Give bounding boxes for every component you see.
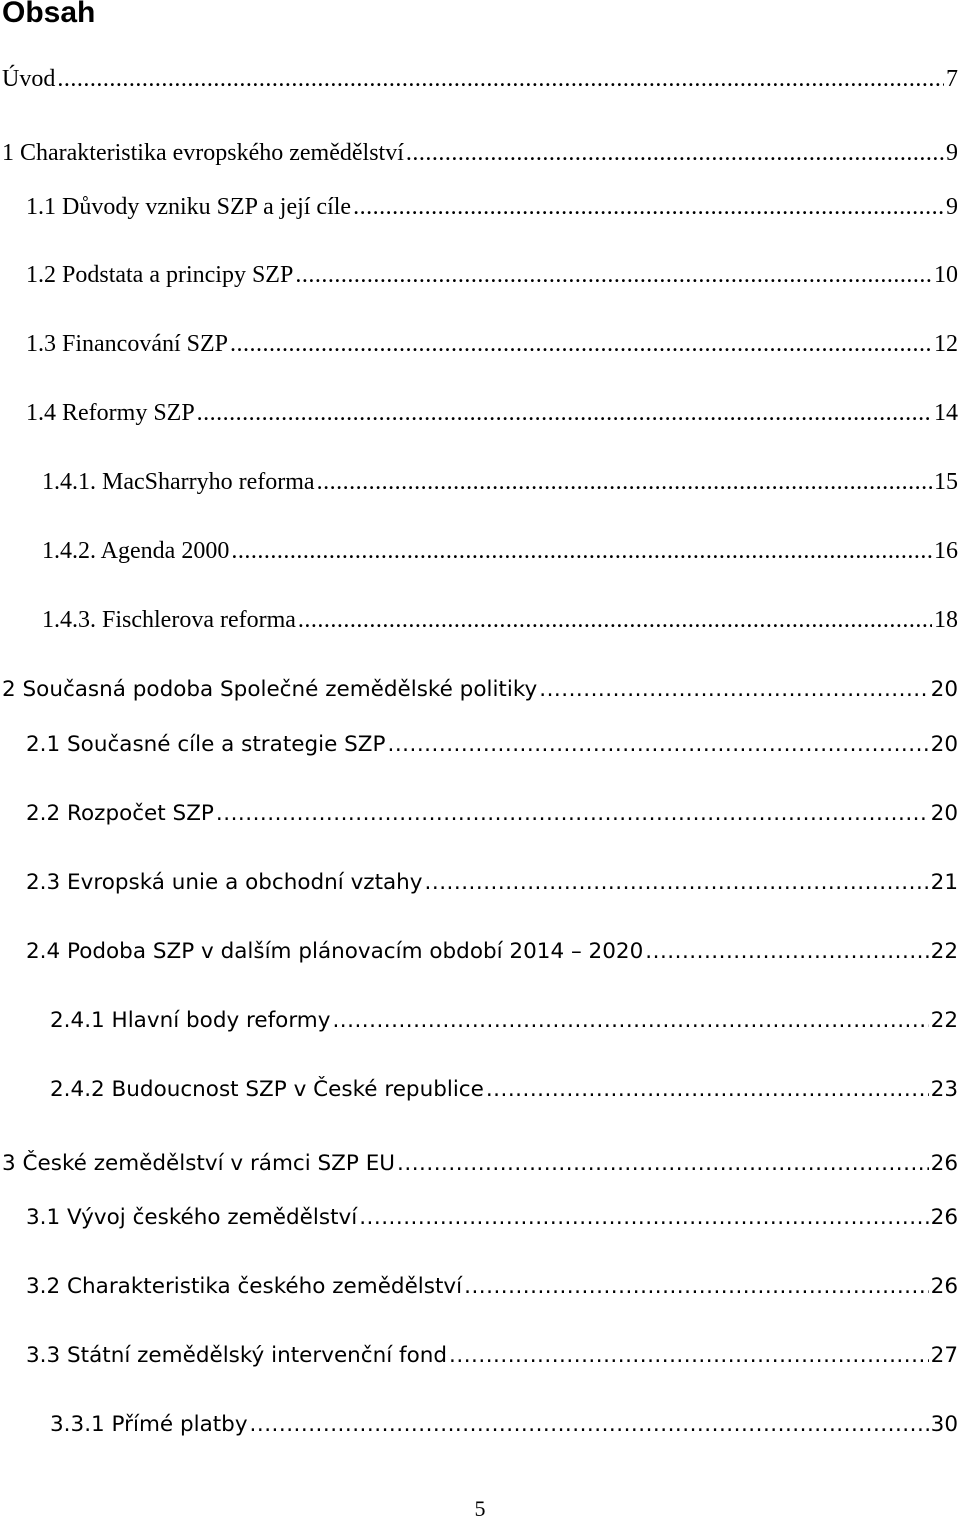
toc-entry[interactable] xyxy=(26,260,958,290)
toc-entry-label: 2.4.2 Budoucnost SZP v České republice xyxy=(50,1077,484,1102)
toc-dot-leader xyxy=(317,467,932,497)
toc-entry-page: 27 xyxy=(930,1343,958,1368)
toc-entry-label: 1.4.2. Agenda 2000 xyxy=(42,538,230,564)
toc-dot-leader xyxy=(57,64,944,94)
toc-entry-page: 26 xyxy=(930,1205,958,1230)
toc-heading: Obsah xyxy=(2,0,96,29)
toc-dot-leader xyxy=(449,1341,929,1371)
toc-entry-page: 20 xyxy=(930,801,958,826)
toc-entry[interactable] xyxy=(26,730,958,760)
toc-entry-page: 9 xyxy=(946,140,958,166)
toc-entry-label: 1.1 Důvody vzniku SZP a její cíle xyxy=(26,194,352,220)
toc-entry-label: 3 České zemědělství v rámci SZP EU xyxy=(2,1151,396,1176)
toc-entry[interactable] xyxy=(2,64,958,94)
toc-dot-leader xyxy=(230,329,932,359)
toc-entry-page: 10 xyxy=(934,262,958,288)
toc-entry-page: 21 xyxy=(930,870,958,895)
toc-dot-leader xyxy=(298,605,932,635)
toc-entry-page: 16 xyxy=(934,538,958,564)
toc-entry-label: 2.4.1 Hlavní body reformy xyxy=(50,1008,331,1033)
toc-entry-label: 3.3.1 Přímé platby xyxy=(50,1412,248,1437)
toc-entry-label: 1 Charakteristika evropského zemědělství xyxy=(2,140,404,166)
toc-entry[interactable] xyxy=(2,1149,958,1179)
toc-entry[interactable] xyxy=(26,329,958,359)
toc-dot-leader xyxy=(332,1006,928,1036)
toc-entry[interactable] xyxy=(2,675,958,705)
toc-entry[interactable] xyxy=(42,536,958,566)
toc-dot-leader xyxy=(425,868,929,898)
toc-dot-leader xyxy=(464,1272,929,1302)
page-number: 5 xyxy=(474,1496,486,1521)
toc-entry-label: 1.4.1. MacSharryho reforma xyxy=(42,469,315,495)
toc-entry[interactable] xyxy=(26,398,958,428)
toc-entry-label: 1.4.3. Fischlerova reforma xyxy=(42,607,296,633)
toc-entry-label: 2.3 Evropská unie a obchodní vztahy xyxy=(26,870,423,895)
toc-entry-page: 18 xyxy=(934,607,958,633)
toc-entry[interactable] xyxy=(26,1341,958,1371)
toc-entry[interactable] xyxy=(26,799,958,829)
toc-entry-page: 12 xyxy=(934,331,958,357)
toc-entry-page: 7 xyxy=(946,66,958,92)
toc-entry-label: 3.3 Státní zemědělský intervenční fond xyxy=(26,1343,448,1368)
toc-dot-leader xyxy=(295,260,932,290)
toc-dot-leader xyxy=(231,536,932,566)
toc-entry-page: 20 xyxy=(930,677,958,702)
toc-entry-page: 14 xyxy=(934,400,958,426)
toc-entry-label: 2 Současná podoba Společné zemědělské politiky xyxy=(2,677,538,702)
toc-entry-label: 2.2 Rozpočet SZP xyxy=(26,801,214,826)
toc-dot-leader xyxy=(359,1203,928,1233)
toc-dot-leader xyxy=(397,1149,929,1179)
toc-entry[interactable] xyxy=(50,1075,958,1105)
toc-entry-label: 3.2 Charakteristika českého zemědělství xyxy=(26,1274,463,1299)
toc-entry-label: 1.4 Reformy SZP xyxy=(26,400,195,426)
toc-dot-leader xyxy=(216,799,929,829)
toc-entry[interactable] xyxy=(26,1203,958,1233)
toc-entry-page: 22 xyxy=(930,939,958,964)
toc-entry-page: 20 xyxy=(930,732,958,757)
toc-entry[interactable] xyxy=(26,1272,958,1302)
toc-entry-label: 1.3 Financování SZP xyxy=(26,331,228,357)
toc-entry-label: 1.2 Podstata a principy SZP xyxy=(26,262,294,288)
toc-entry[interactable] xyxy=(2,138,958,168)
toc-entry[interactable] xyxy=(42,467,958,497)
toc-dot-leader xyxy=(486,1075,929,1105)
toc-entry-label: 2.1 Současné cíle a strategie SZP xyxy=(26,732,386,757)
toc-entry[interactable] xyxy=(26,937,958,967)
toc-dot-leader xyxy=(645,937,928,967)
toc-entry-page: 15 xyxy=(934,469,958,495)
toc-entry-page: 9 xyxy=(946,194,958,220)
toc-entry-page: 23 xyxy=(930,1077,958,1102)
toc-dot-leader xyxy=(539,675,928,705)
toc-dot-leader xyxy=(406,138,944,168)
toc-entry[interactable] xyxy=(26,868,958,898)
toc-dot-leader xyxy=(353,192,944,222)
toc-entry[interactable] xyxy=(26,192,958,222)
toc-entry[interactable] xyxy=(50,1410,958,1440)
toc-entry-label: 3.1 Vývoj českého zemědělství xyxy=(26,1205,358,1230)
toc-dot-leader xyxy=(197,398,932,428)
toc-entry-page: 26 xyxy=(930,1274,958,1299)
toc-entry-label: 2.4 Podoba SZP v dalším plánovacím období 2014 – 2020 xyxy=(26,939,644,964)
toc-entry[interactable] xyxy=(42,605,958,635)
toc-dot-leader xyxy=(388,730,929,760)
toc-entry-label: Úvod xyxy=(2,66,56,92)
toc-entry-page: 22 xyxy=(930,1008,958,1033)
toc-entry-page: 30 xyxy=(930,1412,958,1437)
toc-entry-page: 26 xyxy=(930,1151,958,1176)
toc-dot-leader xyxy=(250,1410,929,1440)
toc-entry[interactable] xyxy=(50,1006,958,1036)
